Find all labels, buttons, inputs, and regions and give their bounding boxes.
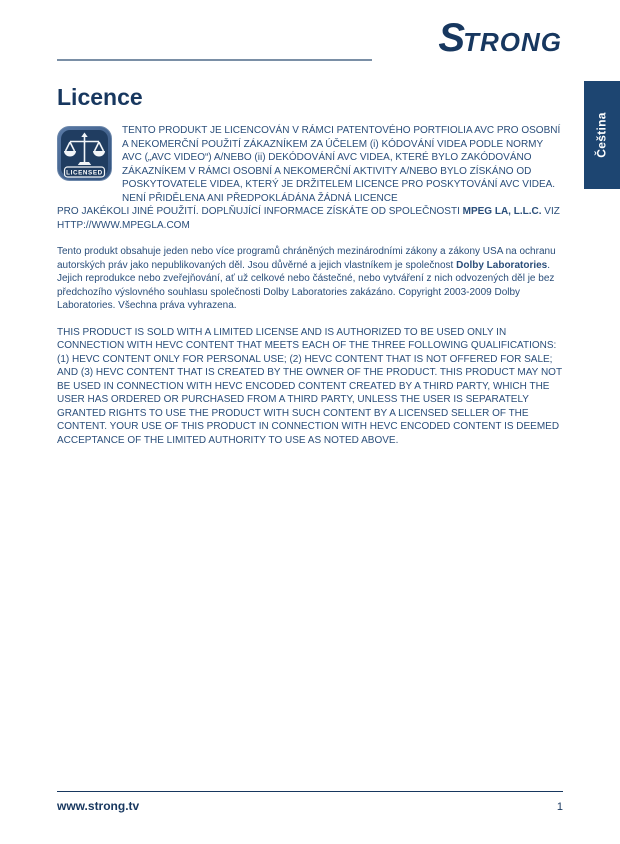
header-divider — [57, 59, 372, 61]
avc-licence-text-before: PRO JAKÉKOLI JINÉ POUŽITÍ. DOPLŇUJÍCÍ INFORMACE ZÍSKÁTE OD SPOLEČNOSTI — [57, 206, 463, 217]
dolby-company-name: Dolby Laboratories — [456, 259, 548, 271]
licensed-badge-label: LICENSED — [66, 169, 103, 177]
dolby-text-before: Tento produkt obsahuje jeden nebo více programů chráněných mezinárodními zákony a zákony USA na ochranu autorských práv jako nepublikovaných děl. Jsou důvěrné a jejich vlastníkem je společnost — [57, 246, 556, 271]
dolby-paragraph — [57, 245, 563, 313]
avc-licence-lead-row — [57, 124, 563, 205]
avc-licence-text-after: VIZ HTTP://WWW.MPEGLA.COM — [57, 206, 560, 231]
strong-logo-initial: S — [438, 16, 464, 60]
avc-licence-paragraph-continuation — [57, 205, 563, 232]
page-footer — [57, 791, 563, 813]
strong-logo-rest: TRONG — [463, 27, 562, 57]
mpeg-la-company-name: MPEG LA, L.L.C. — [462, 206, 542, 217]
hevc-paragraph: THIS PRODUCT IS SOLD WITH A LIMITED LICENSE AND IS AUTHORIZED TO BE USED ONLY IN CONNECTION WITH HEVC CONTENT THAT MEETS EACH OF THE THREE FOLLOWING QUALIFICATIONS: (1) HEVC CONTENT ONLY FOR PERSONAL USE; (2) HEVC CONTENT THAT IS NOT OFFERED FOR SALE; AND (3) HEVC CONTENT THAT IS CREATED BY THE OWNER OF THE PRODUCT. THIS PRODUCT MAY NOT BE USED IN CONNECTION WITH HEVC ENCODED CONTENT CREATED BY A THIRD PARTY, WHICH THE USER HAS ORDERED OR PURCHASED FROM A THIRD PARTY, UNLESS THE USER IS SEPARATELY GRANTED RIGHTS TO USE THE PRODUCT WITH SUCH CONTENT BY A LICENSED SELLER OF THE CONTENT. YOUR USE OF THIS PRODUCT IN CONNECTION WITH HEVC ENCODED CONTENT IS DEEMED ACCEPTANCE OF THE LIMITED AUTHORITY TO USE AS NOTED ABOVE. — [57, 326, 562, 446]
page-title: Licence — [57, 84, 143, 110]
footer-page-number: 1 — [556, 801, 563, 813]
licensed-scales-icon — [57, 126, 112, 181]
language-tab-label: Čeština — [595, 112, 610, 158]
language-tab-czech — [584, 81, 620, 189]
dolby-text-after: . Jejich reprodukce nebo zveřejňování, ať už celkové nebo částečné, nebo vytváření z nich odvozených děl je bez předchozího výslovného souhlasu společnosti Dolby Laboratories zakázáno. Copyright 2003-2009 Dolby Laboratories. Všechna práva vyhrazena. — [57, 259, 555, 311]
strong-logo — [438, 18, 562, 58]
footer-website: www.strong.tv — [57, 799, 140, 813]
licensed-badge — [57, 124, 112, 186]
page-content — [57, 84, 563, 447]
avc-licence-paragraph-lead: TENTO PRODUKT JE LICENCOVÁN V RÁMCI PATENTOVÉHO PORTFIOLIA AVC PRO OSOBNÍ A NEKOMERČNÍ POUŽITÍ ZÁKAZNÍKEM ZA ÚČELEM (i) KÓDOVÁNÍ VIDEA PODLE NORMY AVC („AVC VIDEO“) A/NEBO (ii) DEKÓDOVÁNÍ AVC VIDEA, KTERÉ BYLO ZAKÓDOVÁNO ZÁKAZNÍKEM V RÁMCI OSOBNÍ A NEKOMERČNÍ AKTIVITY A/NEBO BYLO ZÍSKÁNO OD POSKYTOVATELE VIDEA, KTERÝ JE DRŽITELEM LICENCE PRO POSKYTOVÁNÍ AVC VIDEA. NENÍ PŘIDĚLENA ANI PŘEDPOKLÁDÁNA ŽÁDNÁ LICENCE — [122, 125, 561, 204]
